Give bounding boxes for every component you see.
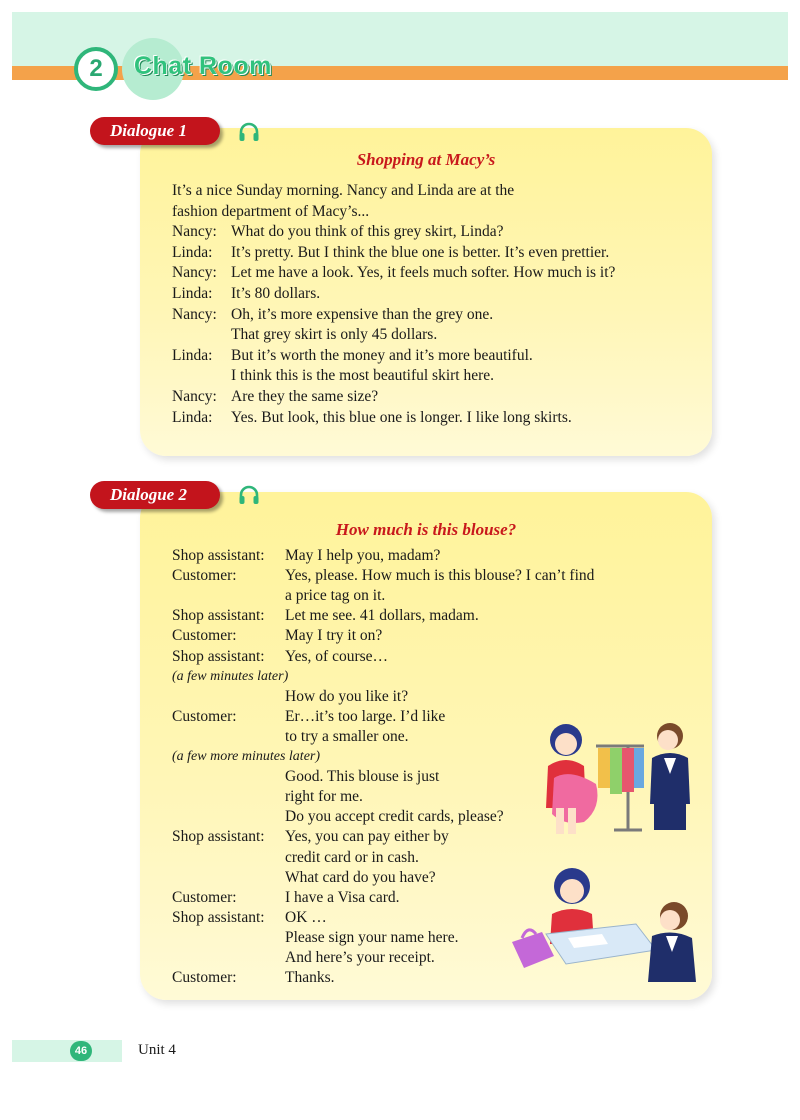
- unit-label: Unit 4: [138, 1042, 176, 1058]
- speaker-label: Customer:: [172, 969, 237, 987]
- dialogue-line: It’s pretty. But I think the blue one is better. It’s even prettier.: [231, 243, 610, 261]
- section-title: Chat Room: [134, 52, 272, 80]
- dialogue-line: credit card or in cash.: [285, 848, 419, 866]
- dialogue-line: Er…it’s too large. I’d like: [285, 707, 446, 725]
- dialogue-line: What do you think of this grey skirt, Linda?: [231, 223, 504, 241]
- speaker-label: Customer:: [172, 627, 237, 645]
- speaker-label: Shop assistant:: [172, 547, 265, 564]
- headphones-icon[interactable]: [238, 484, 260, 506]
- speaker-label: Customer:: [172, 707, 237, 725]
- speaker-label: Linda:: [172, 243, 213, 261]
- dialogue-line: Good. This blouse is just: [285, 768, 440, 786]
- speaker-label: Nancy:: [172, 305, 217, 323]
- speaker-label: Nancy:: [172, 388, 217, 405]
- dialogue-1-title: Shopping at Macy’s: [356, 150, 496, 169]
- intro-line: fashion department of Macy’s...: [172, 202, 370, 220]
- intro-line: It’s a nice Sunday morning. Nancy and Linda are at the: [172, 182, 515, 199]
- dialogue-line: May I try it on?: [285, 627, 383, 645]
- dialogue-line: Let me see. 41 dollars, madam.: [285, 607, 479, 625]
- speaker-label: Shop assistant:: [172, 828, 265, 846]
- dialogue-line: Yes, of course…: [285, 647, 389, 665]
- speaker-label: Linda:: [172, 408, 213, 426]
- speaker-label: Linda:: [172, 346, 213, 364]
- dialogue-line: right for me.: [285, 788, 363, 806]
- dialogue-line: May I help you, madam?: [285, 547, 441, 564]
- speaker-label: Nancy:: [172, 223, 217, 241]
- dialogue-line: I think this is the most beautiful skirt here.: [231, 367, 495, 385]
- dialogue-line: Do you accept credit cards, please?: [285, 808, 504, 826]
- speaker-label: Customer:: [172, 567, 237, 585]
- illustration-fitting-blouse: [536, 718, 706, 838]
- dialogue-line: What card do you have?: [285, 868, 436, 886]
- speaker-label: Linda:: [172, 285, 213, 302]
- dialogue-line: a price tag on it.: [285, 587, 386, 605]
- dialogue-line: Let me have a look. Yes, it feels much softer. How much is it?: [231, 264, 616, 282]
- dialogue-line: Are they the same size?: [231, 388, 379, 405]
- speaker-label: Nancy:: [172, 264, 217, 282]
- dialogue-line: Yes. But look, this blue one is longer. I like long skirts.: [231, 408, 572, 426]
- dialogue-1-label: Dialogue 1: [90, 117, 220, 145]
- dialogue-line: Oh, it’s more expensive than the grey one.: [231, 305, 494, 323]
- stage-direction: (a few more minutes later): [172, 749, 321, 764]
- dialogue-line: It’s 80 dollars.: [231, 285, 321, 302]
- dialogue-line: OK …: [285, 908, 327, 926]
- dialogue-line: But it’s worth the money and it’s more beautiful.: [231, 346, 533, 364]
- dialogue-line: Yes, please. How much is this blouse? I can’t find: [285, 567, 595, 585]
- speaker-label: Shop assistant:: [172, 607, 265, 625]
- dialogue-line: Thanks.: [285, 969, 335, 987]
- section-number-badge: 2: [74, 47, 118, 91]
- stage-direction: (a few minutes later): [172, 668, 289, 684]
- speaker-label: Customer:: [172, 888, 237, 906]
- dialogue-line: to try a smaller one.: [285, 727, 409, 745]
- dialogue-line: Yes, you can pay either by: [285, 828, 449, 846]
- dialogue-line: And here’s your receipt.: [285, 949, 435, 966]
- headphones-icon[interactable]: [238, 121, 260, 143]
- dialogue-2-title: How much is this blouse?: [335, 520, 517, 539]
- speaker-label: Shop assistant:: [172, 908, 265, 926]
- illustration-paying-counter: [506, 864, 706, 984]
- dialogue-line: How do you like it?: [285, 687, 409, 705]
- dialogue-line: I have a Visa card.: [285, 888, 400, 906]
- dialogue-2-label: Dialogue 2: [90, 481, 220, 509]
- dialogue-1-panel: [140, 128, 712, 456]
- footer-band: [12, 1040, 122, 1062]
- speaker-label: Shop assistant:: [172, 647, 265, 665]
- page-number: 46: [70, 1041, 92, 1061]
- dialogue-line: That grey skirt is only 45 dollars.: [231, 326, 438, 344]
- dialogue-line: Please sign your name here.: [285, 928, 459, 946]
